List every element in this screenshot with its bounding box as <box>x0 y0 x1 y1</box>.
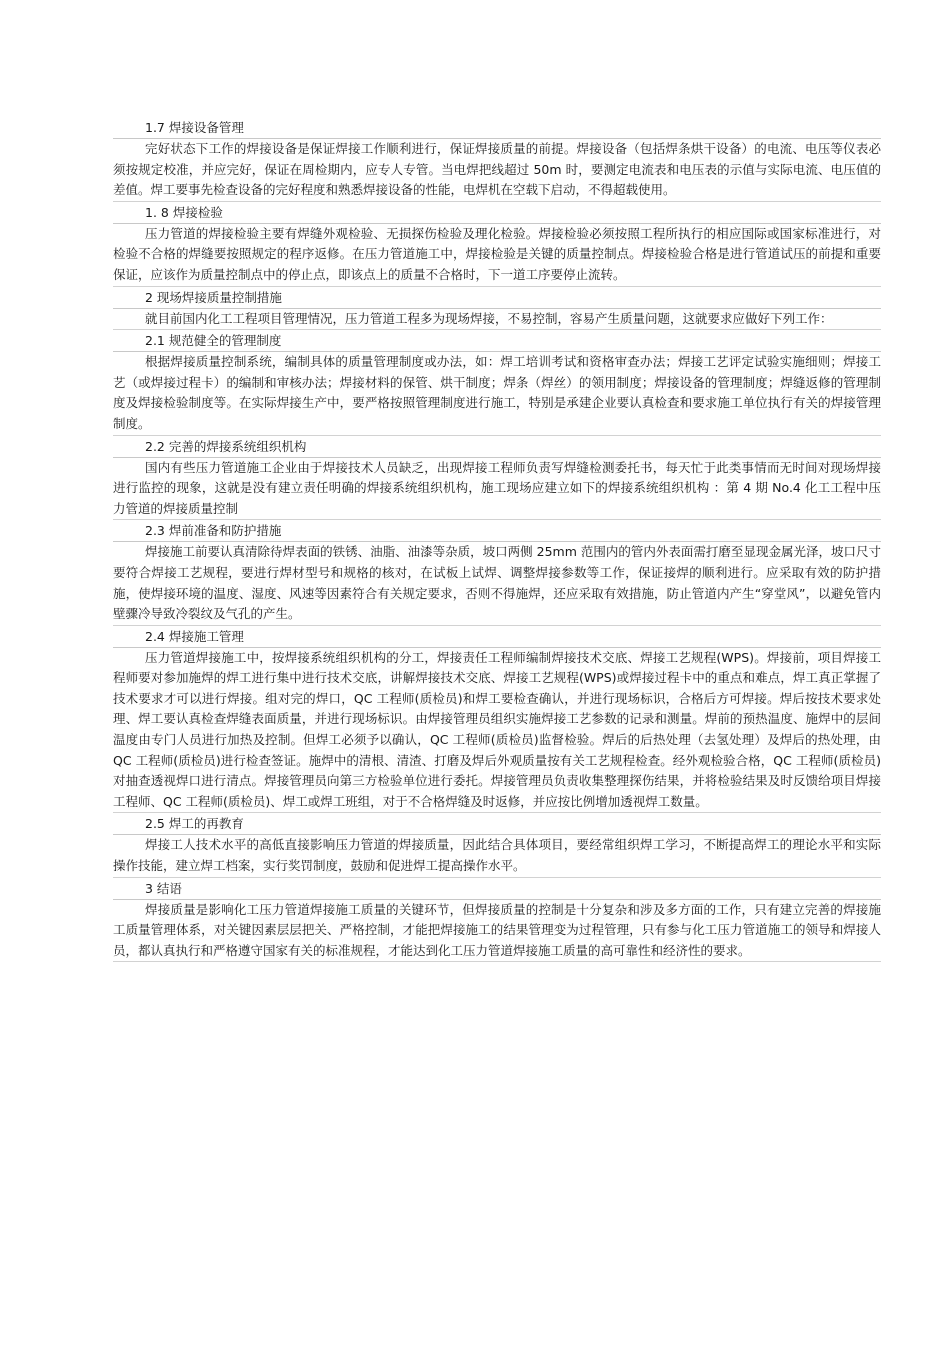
section-heading-3: 3 结语 <box>113 878 881 900</box>
section-heading-1-7: 1.7 焊接设备管理 <box>113 117 881 139</box>
section-body-1-8: 压力管道的焊接检验主要有焊缝外观检验、无损探伤检验及理化检验。焊接检验必须按照工程所执行的相应国际或国家标准进行，对检验不合格的焊缝要按照规定的程序返修。在压力管道施工中，焊接检验是关键的质量控制点。焊接检验合格是进行管道试压的前提和重要保证，应该作为质量控制点中的停止点，即该点上的质量不合格时，下一道工序要停止流转。 <box>113 224 881 287</box>
section-heading-1-8: 1. 8 焊接检验 <box>113 202 881 224</box>
section-heading-2: 2 现场焊接质量控制措施 <box>113 287 881 309</box>
section-body-3: 焊接质量是影响化工压力管道焊接施工质量的关键环节，但焊接质量的控制是十分复杂和涉及多方面的工作，只有建立完善的焊接施工质量管理体系，对关键因素层层把关、严格控制，才能把焊接施工的结果管理变为过程管理，只有参与化工压力管道施工的领导和焊接人员，都认真执行和严格遵守国家有关的标准规程，才能达到化工压力管道焊接施工质量的高可靠性和经济性的要求。 <box>113 900 881 963</box>
section-body-1-7: 完好状态下工作的焊接设备是保证焊接工作顺利进行，保证焊接质量的前提。焊接设备（包括焊条烘干设备）的电流、电压等仪表必须按规定校准，并应完好，保证在周检期内，应专人专管。当电焊把线超过 50m 时，要测定电流表和电压表的示值与实际电流、电压值的差值。焊工要事先检查设备的完好程度和熟悉焊接设备的性能，电焊机在空载下启动，不得超载使用。 <box>113 139 881 202</box>
section-heading-2-1: 2.1 规范健全的管理制度 <box>113 330 881 352</box>
article-body <box>113 117 881 962</box>
section-heading-2-2: 2.2 完善的焊接系统组织机构 <box>113 436 881 458</box>
section-body-2-5: 焊接工人技术水平的高低直接影响压力管道的焊接质量，因此结合具体项目，要经常组织焊工学习，不断提高焊工的理论水平和实际操作技能，建立焊工档案，实行奖罚制度，鼓励和促进焊工提高操作水平。 <box>113 835 881 877</box>
section-body-2-3: 焊接施工前要认真清除待焊表面的铁锈、油脂、油漆等杂质，坡口两侧 25mm 范围内的管内外表面需打磨至显现金属光泽，坡口尺寸要符合焊接工艺规程，要进行焊材型号和规格的核对，在试板上试焊、调整焊接参数等工作，保证接焊的顺利进行。应采取有效的防护措施，使焊接环境的温度、湿度、风速等因素符合有关规定要求，否则不得施焊，还应采取有效措施，防止管道内产生“穿堂风”，以避免管内壁骤冷导致冷裂纹及气孔的产生。 <box>113 542 881 625</box>
section-body-2-1: 根据焊接质量控制系统，编制具体的质量管理制度或办法，如：焊工培训考试和资格审查办法；焊接工艺评定试验实施细则；焊接工艺（或焊接过程卡）的编制和审核办法；焊接材料的保管、烘干制度；焊条（焊丝）的领用制度；焊接设备的管理制度；焊缝返修的管理制度及焊接检验制度等。在实际焊接生产中，要严格按照管理制度进行施工，特别是承建企业要认真检查和要求施工单位执行有关的焊接管理制度。 <box>113 352 881 435</box>
section-body-2: 就目前国内化工工程项目管理情况，压力管道工程多为现场焊接，不易控制，容易产生质量问题，这就要求应做好下列工作： <box>113 309 881 331</box>
section-heading-2-3: 2.3 焊前准备和防护措施 <box>113 520 881 542</box>
section-body-2-4: 压力管道焊接施工中，按焊接系统组织机构的分工，焊接责任工程师编制焊接技术交底、焊接工艺规程(WPS)。焊接前，项目焊接工程师要对参加施焊的焊工进行集中进行技术交底，讲解焊接技术交底、焊接工艺规程(WPS)或焊接过程卡中的重点和难点，焊工真正掌握了技术要求才可以进行焊接。组对完的焊口，QC 工程师(质检员)和焊工要检查确认，并进行现场标识，合格后方可焊接。焊后按技术要求处理、焊工要认真检查焊缝表面质量，并进行现场标识。由焊接管理员组织实施焊接工艺参数的记录和测量。焊前的预热温度、施焊中的层间温度由专门人员进行加热及控制。但焊工必须予以确认，QC 工程师(质检员)监督检验。焊后的后热处理（去氢处理）及焊后的热处理，由 QC 工程师(质检员)进行检查签证。施焊中的清根、清渣、打磨及焊后外观质量按有关工艺规程检查。经外观检验合格，QC 工程师(质检员)对抽查透视焊口进行清点。焊接管理员向第三方检验单位进行委托。焊接管理员负责收集整理探伤结果，并将检验结果及时反馈给项目焊接工程师、QC 工程师(质检员)、焊工或焊工班组，对于不合格焊缝及时返修，并应按比例增加透视焊工数量。 <box>113 648 881 814</box>
section-heading-2-5: 2.5 焊工的再教育 <box>113 813 881 835</box>
section-heading-2-4: 2.4 焊接施工管理 <box>113 626 881 648</box>
section-body-2-2: 国内有些压力管道施工企业由于焊接技术人员缺乏，出现焊接工程师负责写焊缝检测委托书，每天忙于此类事情而无时间对现场焊接进行监控的现象，这就是没有建立责任明确的焊接系统组织机构，施工现场应建立如下的焊接系统组织机构 ：第 4 期 No.4 化工工程中压力管道的焊接质量控制 <box>113 458 881 521</box>
